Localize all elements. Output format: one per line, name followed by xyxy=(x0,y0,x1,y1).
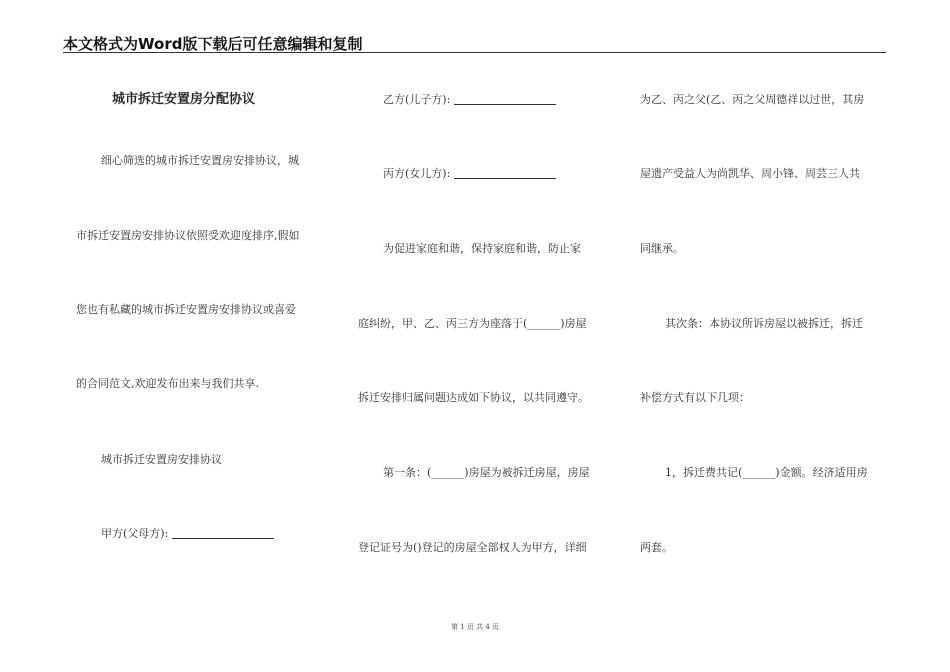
paragraph-line: 市拆迁安置房安排协议依照受欢迎度排序,假如 xyxy=(76,229,300,242)
header-title: 本文格式为Word版下载后可任意编辑和复制 xyxy=(63,35,363,53)
party-b-blank xyxy=(454,93,556,105)
paragraph-line: 其次条：本协议所诉房屋以被拆迁，拆迁 xyxy=(665,317,863,330)
party-c-line xyxy=(383,167,556,181)
paragraph-line: 拆迁安排归属问题达成如下协议，以共同遵守。 xyxy=(358,391,589,404)
page-number: 第 1 页 共 4 页 xyxy=(450,623,500,631)
party-c-label: 丙方(女儿方): xyxy=(383,167,451,180)
paragraph-line: 的合同范文,欢迎发布出来与我们共享. xyxy=(76,377,259,390)
party-a-blank xyxy=(172,527,274,539)
document-title: 城市拆迁安置房分配协议 xyxy=(112,92,256,107)
party-a-line xyxy=(101,527,274,541)
paragraph-line: 城市拆迁安置房安排协议 xyxy=(101,453,222,466)
paragraph-line: 登记证号为()登记的房屋全部权人为甲方，详细 xyxy=(358,541,587,554)
column-3 xyxy=(630,0,950,672)
paragraph-line: 同继承。 xyxy=(640,242,684,255)
paragraph-line: 1，拆迁费共记(______)金额。经济适用房 xyxy=(665,466,868,479)
column-2 xyxy=(330,0,630,672)
party-a-label: 甲方(父母方): xyxy=(101,527,169,540)
paragraph-line: 第一条：(______)房屋为被拆迁房屋，房屋 xyxy=(383,466,590,479)
party-c-blank xyxy=(454,167,556,179)
paragraph-line: 细心筛选的城市拆迁安置房安排协议，城 xyxy=(101,154,299,167)
paragraph-line: 您也有私藏的城市拆迁安置房安排协议或喜爱 xyxy=(76,303,296,316)
paragraph-line: 屋遗产受益人为尚凯华、周小锋、周芸三人共 xyxy=(640,167,860,180)
paragraph-line: 为乙、丙之父(乙、丙之父周德祥以过世，其房 xyxy=(640,93,865,106)
party-b-line xyxy=(383,93,556,107)
paragraph-line: 补偿方式有以下几项： xyxy=(640,391,750,404)
paragraph-line: 为促进家庭和谐，保持家庭和谐，防止家 xyxy=(383,242,581,255)
paragraph-line: 两套。 xyxy=(640,541,673,554)
paragraph-line: 庭纠纷，甲、乙、丙三方为座落于(______)房屋 xyxy=(358,317,587,330)
party-b-label: 乙方(儿子方): xyxy=(383,93,451,106)
column-1 xyxy=(0,0,330,672)
